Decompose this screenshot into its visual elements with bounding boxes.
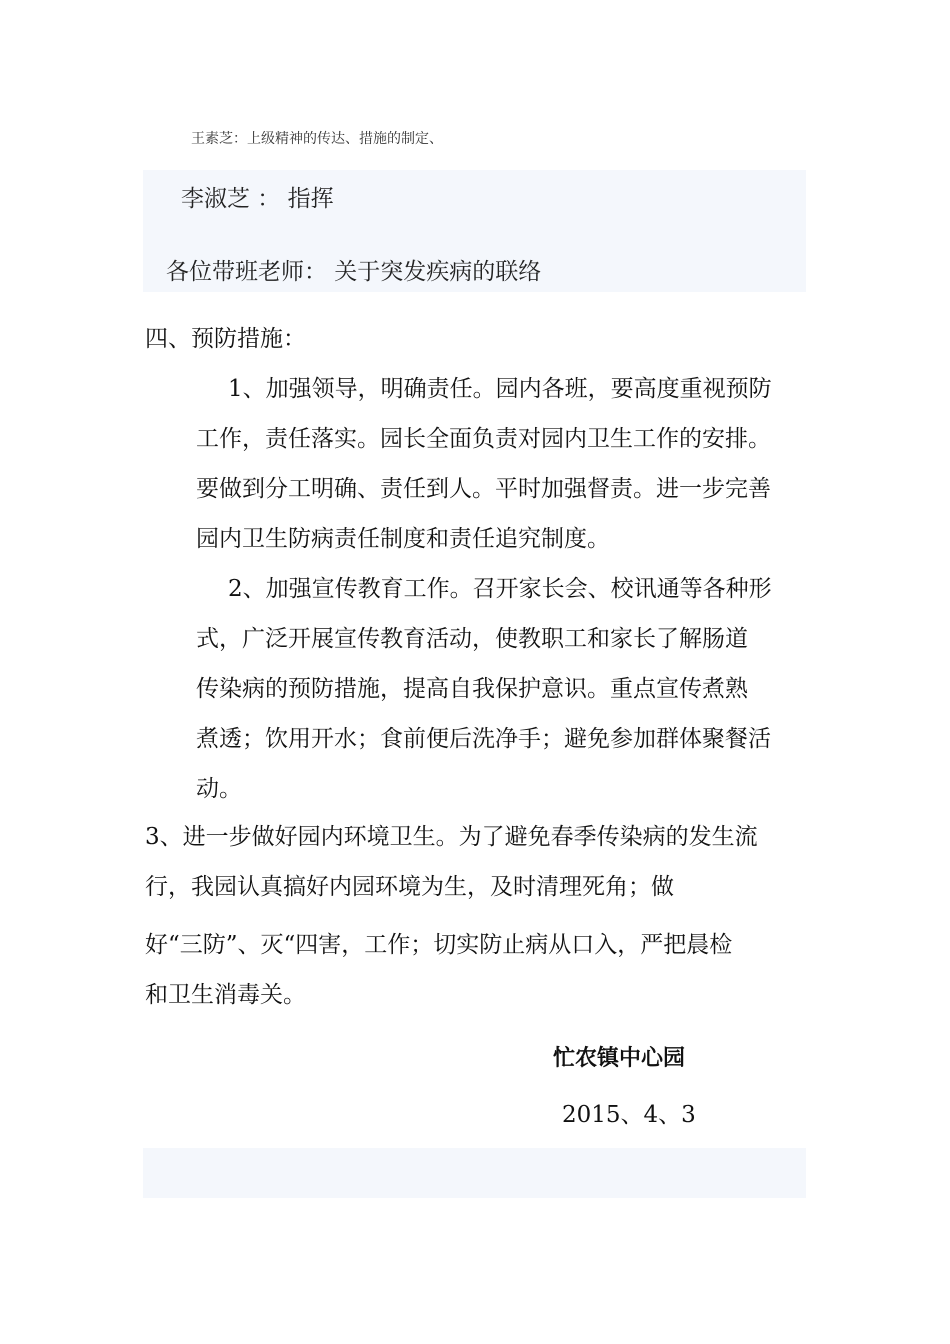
role-teachers: 各位带班老师： 关于突发疾病的联络 [166, 259, 542, 285]
measure-item-2-line: 2、加强宣传教育工作。召开家长会、校讯通等各种形 [228, 576, 772, 602]
measure-item-2-line: 式，广泛开展宣传教育活动，使教职工和家长了解肠道 [196, 626, 748, 652]
measure-item-1-line: 园内卫生防病责任制度和责任追究制度。 [196, 526, 610, 552]
measure-item-3 [145, 812, 807, 912]
measure-item-2-line: 动。 [196, 776, 242, 802]
measure-item-1-line: 1、加强领导，明确责任。园内各班，要高度重视预防 [228, 376, 772, 402]
section-heading: 四、预防措施： [145, 326, 306, 352]
measure-item-3-line: 行，我园认真搞好内园环境为生，及时清理死角；做 [145, 874, 674, 900]
measure-item-1 [196, 364, 806, 564]
bottom-shaded-block [143, 1148, 806, 1198]
measure-item-3-line: 好“三防”、灭“四害，工作；切实防止病从口入，严把晨检 [145, 932, 733, 958]
signature-org: 忙农镇中心园 [553, 1046, 686, 1071]
measure-item-3-line: 3、进一步做好园内环境卫生。为了避免春季传染病的发生流 [145, 824, 758, 850]
measure-item-1-line: 要做到分工明确、责任到人。平时加强督责。进一步完善 [196, 476, 771, 502]
measure-item-2-line: 煮透；饮用开水；食前便后洗净手；避免参加群体聚餐活 [196, 726, 771, 752]
signature-date: 2015、4、3 [562, 1102, 696, 1128]
role-li: 李淑芝 ： 指挥 [181, 186, 334, 212]
role-wang: 王素芝：上级精神的传达、措施的制定、 [191, 131, 443, 147]
measure-item-1-line: 工作，责任落实。园长全面负责对园内卫生工作的安排。 [196, 426, 771, 452]
measure-item-2 [196, 564, 806, 814]
measure-item-3-line: 和卫生消毒关。 [145, 982, 306, 1008]
measure-item-3-continued [145, 920, 807, 1020]
measure-item-2-line: 传染病的预防措施，提高自我保护意识。重点宣传煮熟 [196, 676, 748, 702]
